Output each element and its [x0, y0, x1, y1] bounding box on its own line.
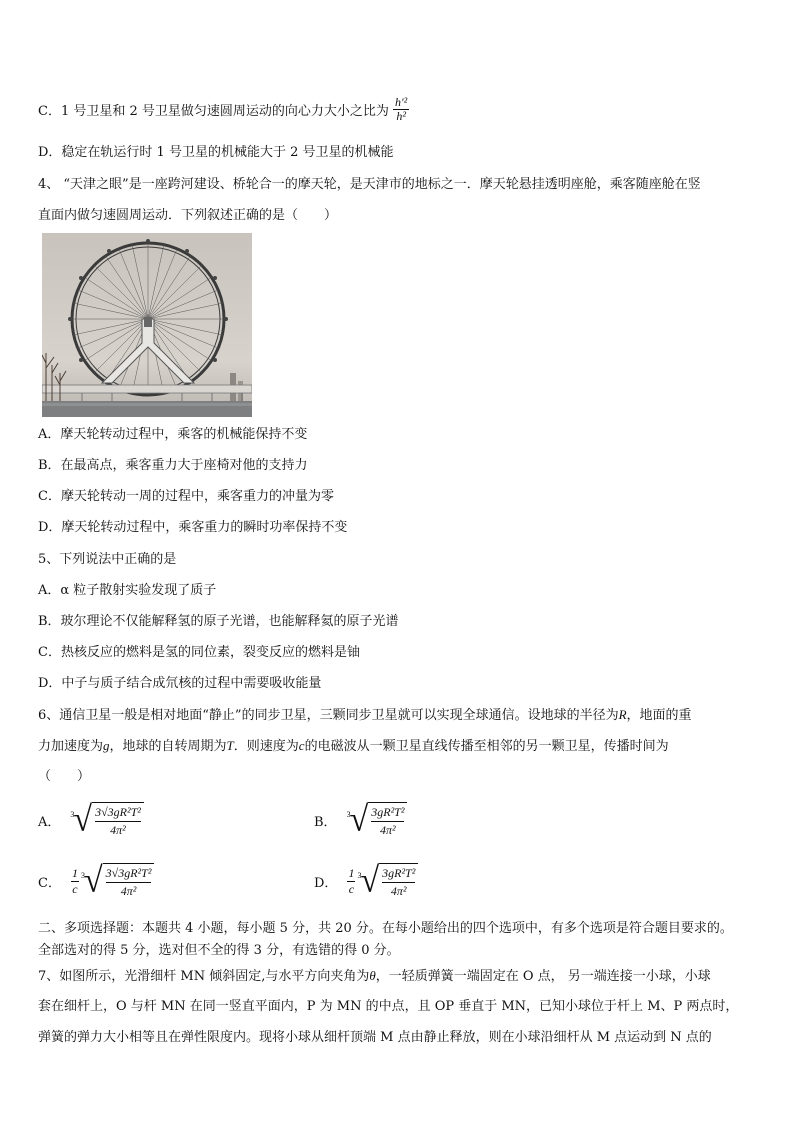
q5-option-d: D．中子与质子结合成氘核的过程中需要吸收能量: [38, 676, 322, 691]
q4-option-a: A．摩天轮转动过程中，乘客的机械能保持不变: [38, 427, 308, 442]
q6-option-d-formula: 3 √ 3gR²T² 4π²: [357, 863, 418, 899]
q5-option-b: B．玻尔理论不仅能解释氢的原子光谱，也能解释氦的原子光谱: [38, 614, 399, 629]
q4-option-b: B．在最高点，乘客重力大于座椅对他的支持力: [38, 458, 308, 473]
q4-stem-line1: 4、 “天津之眼”是一座跨河建设、桥轮合一的摩天轮，是天津市的地标之一．摩天轮悬挂透明座舱，乘客随座舱在竖: [38, 177, 701, 192]
q5-option-a: A．α 粒子散射实验发现了质子: [38, 583, 217, 598]
q6-stem-line2: 力加速度为g，地球的自转周期为T．则速度为c的电磁波从一颗卫星直线传播至相邻的另一颗卫星，传播时间为: [38, 738, 669, 754]
q7-stem-line2: 套在细杆上，O 与杆 MN 在同一竖直平面内，P 为 MN 的中点，且 OP 垂直于 MN，已知小球位于杆上 M、P 两点时，: [38, 999, 739, 1014]
ferris-wheel-photo: [42, 233, 252, 417]
q6-option-c-coefficient: 1 c: [71, 865, 78, 896]
q3-option-d: D．稳定在轨运行时 1 号卫星的机械能大于 2 号卫星的机械能: [38, 145, 394, 160]
q6-option-a: A． 3 √ 3√3gR²T² 4π²: [38, 802, 144, 838]
q6-option-b-formula: 3 √ 3gR²T² 4π²: [347, 802, 408, 838]
q6-stem-line1: 6、通信卫星一般是相对地面“静止”的同步卫星，三颗同步卫星就可以实现全球通信。设地球的半径为R，地面的重: [38, 707, 692, 723]
q4-stem-line2: 直面内做匀速圆周运动．下列叙述正确的是（ ）: [38, 208, 338, 223]
q7-stem-line1: 7、如图所示，光滑细杆 MN 倾斜固定,与水平方向夹角为θ，一轻质弹簧一端固定在 O 点， 另一端连接一小球，小球: [38, 968, 711, 984]
q3-option-c-fraction: $\frac{\text{h'²}}{\text{h²}}$: [395, 95, 408, 124]
q6-stem-line3: （ ）: [38, 769, 91, 784]
q6-option-c: C． 1 c 3 √ 3√3gR²T² 4π²: [38, 863, 154, 899]
q5-stem: 5、下列说法中正确的是: [38, 552, 177, 567]
q6-option-d: D． 1 c 3 √ 3gR²T² 4π²: [314, 863, 418, 899]
q4-option-d: D．摩天轮转动过程中，乘客重力的瞬时功率保持不变: [38, 520, 348, 535]
q6-option-a-formula: 3 √ 3√3gR²T² 4π²: [70, 802, 143, 838]
q6-option-d-coefficient: 1 c: [348, 865, 355, 896]
section2-heading-line2: 全部选对的得 5 分，选对但不全的得 3 分，有选错的得 0 分。: [38, 943, 400, 958]
q6-option-c-formula: 3 √ 3√3gR²T² 4π²: [81, 863, 154, 899]
q4-option-c: C．摩天轮转动一周的过程中，乘客重力的冲量为零: [38, 489, 334, 504]
q7-stem-line3: 弹簧的弹力大小相等且在弹性限度内。现将小球从细杆顶端 M 点由静止释放，则在小球沿细杆从 M 点运动到 N 点的: [38, 1030, 712, 1045]
q3-option-c: C．1 号卫星和 2 号卫星做匀速圆周运动的向心力大小之比为 $\frac{\text{h'²}}{\text{h²}}$: [38, 95, 408, 124]
section2-heading-line1: 二、多项选择题：本题共 4 小题，每小题 5 分，共 20 分。在每小题给出的四个选项中，有多个选项是符合题目要求的。: [38, 921, 733, 936]
q6-option-b: B． 3 √ 3gR²T² 4π²: [314, 802, 407, 838]
q5-option-c: C．热核反应的燃料是氢的同位素，裂变反应的燃料是铀: [38, 645, 360, 660]
